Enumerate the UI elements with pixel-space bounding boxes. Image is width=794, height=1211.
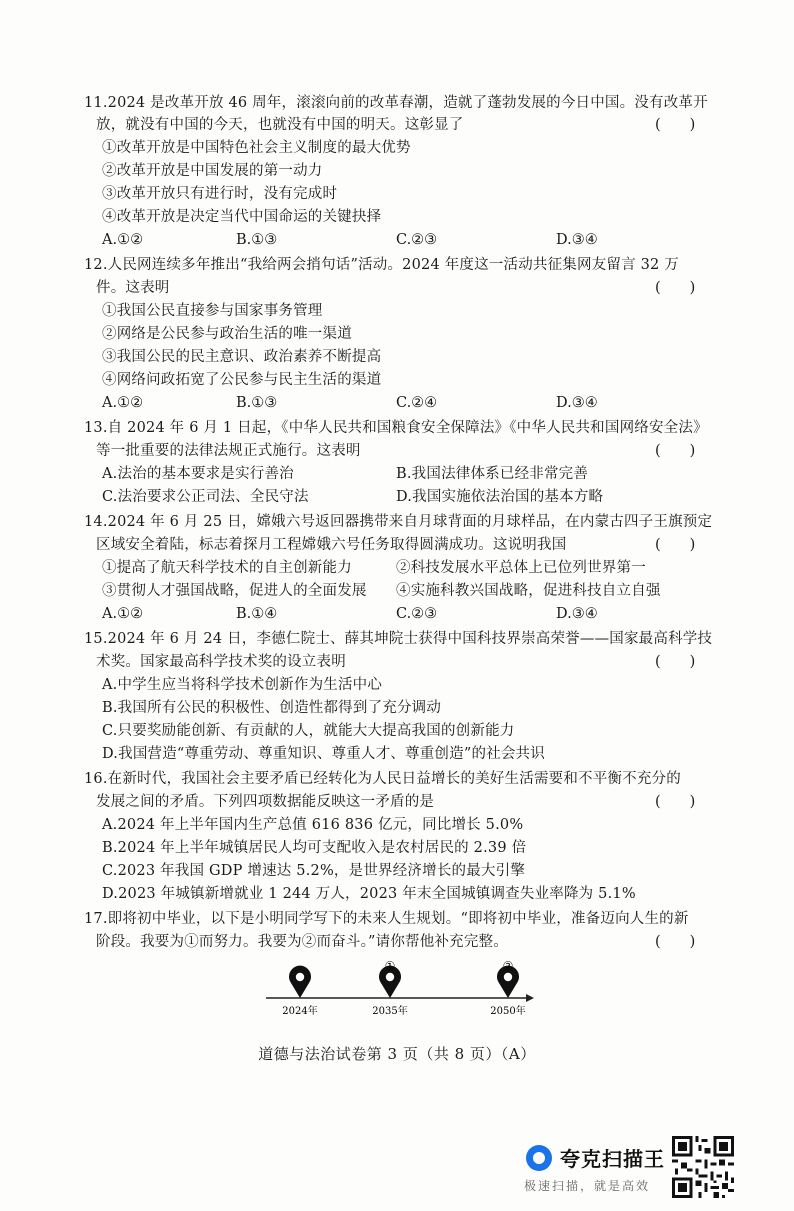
q14-line-2: 区域安全着陆，标志着探月工程嫦娥六号任务取得圆满成功。这说明我国 — [96, 537, 567, 553]
q11-option-b: B.①③ — [236, 232, 278, 248]
q14-option-b: B.①④ — [236, 606, 278, 622]
q11-line-1: 11.2024 是改革开放 46 周年，滚滚向前的改革春潮，造就了蓬勃发展的今日中国。没有改革开 — [84, 95, 708, 111]
q16-option-d: D.2023 年城镇新增就业 1 244 万人，2023 年末全国城镇调查失业率降为 5.1% — [102, 886, 636, 902]
q13-line-1: 13.自 2024 年 6 月 1 日起，《中华人民共和国粮食安全保障法》《中华人民共和国网络安全法》 — [84, 420, 708, 436]
q12-line-2: 件。这表明 — [96, 280, 170, 296]
q16-option-c: C.2023 年我国 GDP 增速达 5.2%，是世界经济增长的最大引擎 — [102, 863, 526, 879]
q11-line-2: 放，就没有中国的今天，也就没有中国的明天。这彰显了 — [96, 117, 464, 133]
q14-item-2: ②科技发展水平总体上已位列世界第一 — [396, 560, 646, 576]
q16-line-2: 发展之间的矛盾。下列四项数据能反映这一矛盾的是 — [96, 794, 435, 810]
q11-item-4: ④改革开放是决定当代中国命运的关键抉择 — [102, 209, 382, 225]
q17-line-2: 阶段。我要为①而努力。我要为②而奋斗。”请你帮他补充完整。 — [96, 934, 508, 950]
q14-item-4: ④实施科教兴国战略，促进科技自立自强 — [396, 583, 661, 599]
q14-answer-blank[interactable]: ( ) — [655, 537, 696, 553]
q15-option-d: D.我国营造“尊重劳动、尊重知识、尊重人才、尊重创造”的社会共识 — [102, 746, 545, 762]
timeline-mark-2: ② — [502, 960, 514, 973]
q15-line-1: 15.2024 年 6 月 24 日，李德仁院士、薛其坤院士获得中国科技界崇高荣誉——国家最高科学技 — [84, 631, 713, 647]
q16-line-1: 16.在新时代，我国社会主要矛盾已经转化为人民日益增长的美好生活需要和不平衡不充分的 — [84, 771, 681, 787]
q13-line-2: 等一批重要的法律法规正式施行。这表明 — [96, 443, 361, 459]
page-footer: 道德与法治试卷第 3 页（共 8 页）（A） — [258, 1045, 536, 1063]
q13-option-d: D.我国实施依法治国的基本方略 — [396, 489, 604, 505]
q11-option-c: C.②③ — [396, 232, 438, 248]
q12-option-a: A.①② — [102, 395, 144, 411]
scanner-slogan: 极速扫描，就是高效 — [524, 1179, 651, 1193]
q15-option-a: A.中学生应当将科学技术创新作为生活中心 — [102, 677, 383, 693]
q11-answer-blank[interactable]: ( ) — [655, 117, 696, 133]
q11-item-1: ①改革开放是中国特色社会主义制度的最大优势 — [102, 140, 411, 156]
q12-item-2: ②网络是公民参与政治生活的唯一渠道 — [102, 326, 352, 342]
q12-item-1: ①我国公民直接参与国家事务管理 — [102, 303, 323, 319]
scanner-name: 夸克扫描王 — [560, 1147, 665, 1171]
q17-answer-blank[interactable]: ( ) — [655, 934, 696, 950]
q17-line-1: 17.即将初中毕业，以下是小明同学写下的未来人生规划。“即将初中毕业，准备迈向人生的新 — [84, 911, 689, 927]
q11-option-a: A.①② — [102, 232, 144, 248]
q13-option-b: B.我国法律体系已经非常完善 — [396, 466, 589, 482]
q11-option-d: D.③④ — [556, 232, 598, 248]
q12-item-4: ④网络问政拓宽了公民参与民主生活的渠道 — [102, 372, 382, 388]
q12-option-d: D.③④ — [556, 395, 598, 411]
q15-option-c: C.只要奖励能创新、有贡献的人，就能大大提高我国的创新能力 — [102, 723, 515, 739]
timeline-year-2035: 2035年 — [372, 1006, 408, 1017]
q12-option-b: B.①③ — [236, 395, 278, 411]
qr-code-icon — [672, 1136, 734, 1198]
q12-item-3: ③我国公民的民主意识、政治素养不断提高 — [102, 349, 382, 365]
q15-option-b: B.我国所有公民的积极性、创造性都得到了充分调动 — [102, 700, 442, 716]
q16-answer-blank[interactable]: ( ) — [655, 794, 696, 810]
q14-option-d: D.③④ — [556, 606, 598, 622]
q12-option-c: C.②④ — [396, 395, 438, 411]
q11-item-3: ③改革开放只有进行时，没有完成时 — [102, 186, 338, 202]
timeline-year-2050: 2050年 — [490, 1006, 526, 1017]
q15-answer-blank[interactable]: ( ) — [655, 654, 696, 670]
timeline-year-2024: 2024年 — [282, 1006, 318, 1017]
scanner-logo-icon — [526, 1145, 552, 1171]
timeline-arrow-icon — [526, 994, 534, 1002]
q16-option-b: B.2024 年上半年城镇居民人均可支配收入是农村居民的 2.39 倍 — [102, 840, 527, 856]
q14-item-3: ③贯彻人才强国战略，促进人的全面发展 — [102, 583, 367, 599]
scanner-watermark — [522, 1135, 665, 1195]
q14-option-c: C.②③ — [396, 606, 438, 622]
q13-option-a: A.法治的基本要求是实行善治 — [102, 466, 294, 482]
q13-option-c: C.法治要求公正司法、全民守法 — [102, 489, 309, 505]
q13-answer-blank[interactable]: ( ) — [655, 443, 696, 459]
q14-item-1: ①提高了航天科学技术的自主创新能力 — [102, 560, 352, 576]
q14-line-1: 14.2024 年 6 月 25 日，嫦娥六号返回器携带来自月球背面的月球样品，在内蒙古四子王旗预定 — [84, 514, 713, 530]
q12-line-1: 12.人民网连续多年推出“我给两会捎句话”活动。2024 年度这一活动共征集网友留言 32 万 — [84, 257, 679, 273]
life-plan-timeline — [260, 960, 550, 1020]
timeline-pin-icon — [289, 966, 311, 998]
q16-option-a: A.2024 年上半年国内生产总值 616 836 亿元，同比增长 5.0% — [102, 817, 524, 833]
q12-answer-blank[interactable]: ( ) — [655, 280, 696, 296]
q14-option-a: A.①② — [102, 606, 144, 622]
q11-item-2: ②改革开放是中国发展的第一动力 — [102, 163, 323, 179]
q15-line-2: 术奖。国家最高科学技术奖的设立表明 — [96, 654, 346, 670]
timeline-mark-1: ① — [384, 960, 396, 973]
